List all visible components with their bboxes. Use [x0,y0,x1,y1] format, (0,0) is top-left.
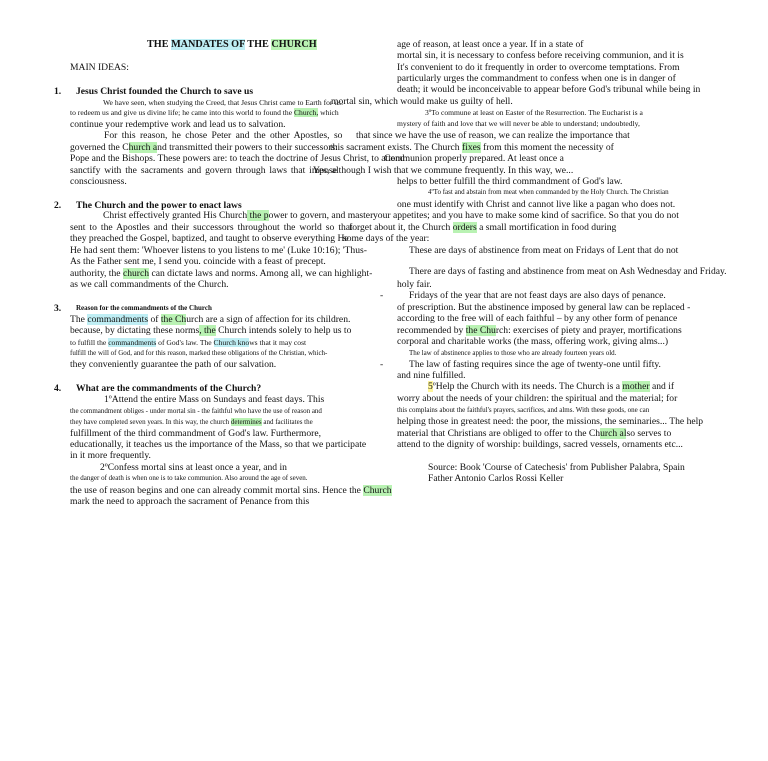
right-column-line: forget about it, the Church orders a small mortification in food during [349,222,617,233]
section-3-line: to fulfill the commandments of God's law. The Church knows that it may cost [70,338,307,347]
right-column-line: one must identify with Christ and cannot live like a pagan who does not. [397,199,676,210]
right-column-line: Fridays of the year that are not feast days are also days of penance. [409,290,666,301]
right-column-line: It's convenient to do it frequently in order to overcome temptations. From [397,62,680,73]
right-column-line: holy fair. [397,279,432,290]
section-4-line: 1ºAttend the entire Mass on Sundays and feast days. This [104,394,325,405]
section-2-heading: The Church and the power to enact laws [76,200,242,211]
right-column-line: death; it would be inconceivable to appear before God's tribunal while being in [397,84,701,95]
right-column-line: recommended by the Church: exercises of piety and prayer, mortifications [397,325,682,336]
right-column-line: worry about the needs of your children: the spiritual and the material; for [397,393,678,404]
dash-marker: - [380,290,384,301]
section-3-heading: Reason for the commandments of the Church [76,304,212,312]
right-column-line: helps to better fulfill the third commandment of God's law. [397,176,623,187]
right-column-line: attend to the dignity of worship: buildings, sacred vessels, ornaments etc... [397,439,683,450]
right-column-line: Yes, although I wish that we commune frequently. In this way, we... [313,165,574,176]
right-column-line: this complains about the faithful's prayers, sacrifices, and alms. With these goods, one can [397,406,650,414]
right-column-line: 3ºTo commune at least on Easter of the Resurrection. The Eucharist is a [425,108,643,117]
right-column-line: particularly urges the commandment to confess when one is in danger of [397,73,676,84]
right-column-line: that since we have the use of reason, we can realize the importance that [356,130,630,141]
main-ideas-label: MAIN IDEAS: [70,62,129,73]
section-3-line: fulfill the will of God, and for this reason, marked these obligations of the Christian, which- [70,349,328,357]
section-2-line: He had sent them: 'Whoever listens to you listens to me' (Luke 10:16); 'Thus- [70,245,367,256]
section-1-heading: Jesus Christ founded the Church to save us [76,86,254,97]
section-4-line: mark the need to approach the sacrament of Penance from this [70,496,310,507]
right-column-line: some days of the year: [343,233,430,244]
right-column-line: The law of abstinence applies to those who are already fourteen years old. [409,349,617,357]
section-4-line: the danger of death is when one is to take communion. Also around the age of seven. [70,474,308,482]
right-column-line: corporal and charitable works (the mass, offering work, giving alms...) [397,336,669,347]
right-column-line: of prescription. But the abstinence imposed by general law can be replaced - [397,302,691,313]
section-4-line: educationally, it teaches us the importance of the Mass, so that we participate [70,439,367,450]
section-1-line: continue your redemptive work and lead us to salvation. [70,119,286,130]
right-column-line: and nine fulfilled. [397,370,466,381]
right-column-line: There are days of fasting and abstinence from meat on Ash Wednesday and Friday. [409,266,727,277]
section-4-line: 2ºConfess mortal sins at least once a year, and in [100,462,287,473]
section-1-line: For this reason, he chose Peter and the other Apostles, so [104,130,343,141]
section-2-line: they preached the Gospel, baptized, and taught to observe everything He [70,233,349,244]
section-3-line: they conveniently guarantee the path of our salvation. [70,359,277,370]
section-1-number: 1. [54,86,62,97]
section-2-line: Christ effectively granted His Church the power to govern, and master [103,210,374,221]
section-3-number: 3. [54,303,62,314]
section-1-line: We have seen, when studying the Creed, that Jesus Christ came to Earth for us. [103,98,344,107]
section-1-line: governed the Church and transmitted their powers to their successors: [70,142,338,153]
section-4-number: 4. [54,383,62,394]
section-1-line: consciousness. [70,176,127,187]
right-column-line: helping those in greatest need: the poor, the missions, the seminaries... The help [397,416,704,427]
source-citation: Source: Book 'Course of Catechesis' from Publisher Palabra, Spain [428,462,685,473]
section-3-line: The commandments of the Church are a sign of affection for its children. [70,314,351,325]
section-4-heading: What are the commandments of the Church? [76,383,262,394]
section-4-line: the use of reason begins and one can already commit mortal sins. Hence the Church [70,485,392,496]
right-column-line: age of reason, at least once a year. If in a state of [397,39,584,50]
right-column-line: this sacrament exists. The Church fixes from this moment the necessity of [330,142,614,153]
section-4-line: the commandment obliges - under mortal sin - the faithful who have the use of reason and [70,407,322,415]
source-author: Father Antonio Carlos Rossi Keller [428,473,564,484]
right-column-line: Communion properly prepared. At least once a [384,153,564,164]
right-column-line: mortal sin, which would make us guilty of hell. [331,96,513,107]
dash-marker: - [380,359,384,370]
section-2-number: 2. [54,200,62,211]
section-2-line: As the Father sent me, I send you. coincide with a feast of precept. [70,256,326,267]
right-column-line: mystery of faith and love that we will never be able to understand; undoubtedly, [397,119,640,128]
section-2-line: authority, the church can dictate laws and norms. Among all, we can highlight- [70,268,373,279]
right-column-line: These are days of abstinence from meat on Fridays of Lent that do not [409,245,679,256]
section-2-line: sent to the Apostles and their successors throughout the world so that [70,222,353,233]
section-4-line: they have completed seven years. In this way, the church determines and facilitates the [70,418,313,426]
right-column-line: mortal sin, it is necessary to confess before receiving communion, and it is [397,50,684,61]
right-column-line: material that Christians are obliged to offer to the Church also serves to [397,428,672,439]
section-3-line: because, by dictating these norms, the Church intends solely to help us to [70,325,352,336]
section-1-line: Pope and the Bishops. These powers are: to teach the doctrine of Jesus Christ, to attend [70,153,405,164]
document-title: THE MANDATES OF THE CHURCH [147,39,317,50]
right-column-line: your appetites; and you have to make some kind of sacrifice. So that you do not [373,210,679,221]
section-4-line: fulfillment of the third commandment of God's law. Furthermore, [70,428,322,439]
section-1-line: to redeem us and give us divine life; he came into this world to found the Church, which [70,108,339,117]
right-column-line: The law of fasting requires since the age of twenty-one until fifty. [409,359,661,370]
section-1-line: sanctify with the sacraments and govern through laws that impose [70,165,337,176]
section-4-line: in it more frequently. [70,450,151,461]
right-column-line: 4ºTo fast and abstain from meat when commanded by the Holy Church. The Christian [428,188,669,196]
section-2-line: as we call commandments of the Church. [70,279,229,290]
right-column-line: 5ºHelp the Church with its needs. The Church is a mother and if [428,381,675,392]
right-column-line: according to the free will of each faithful – by any other form of penance [397,313,678,324]
